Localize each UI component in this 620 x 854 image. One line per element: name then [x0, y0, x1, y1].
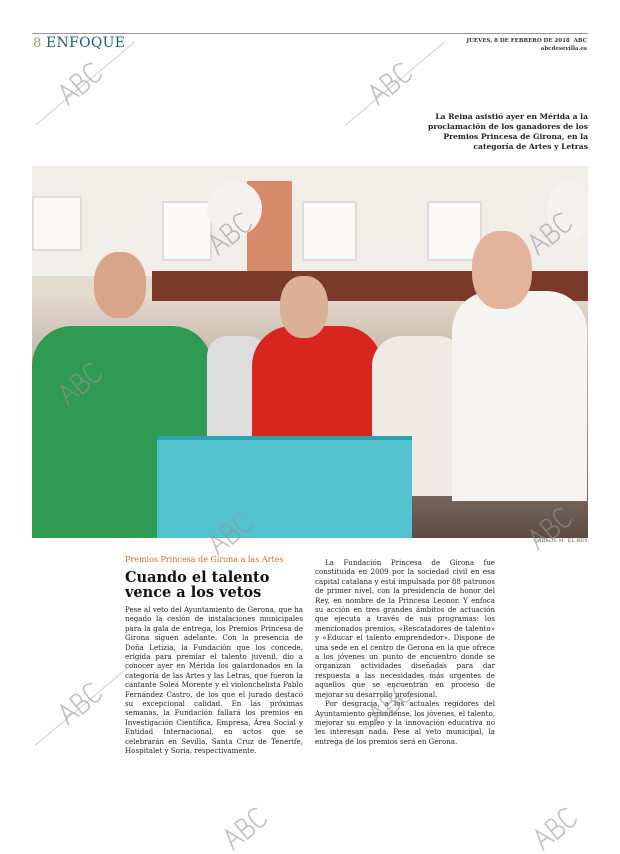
- brand: ABC: [573, 38, 587, 44]
- article-column-1: [125, 605, 303, 756]
- photo-window: [302, 201, 357, 261]
- article-paragraph: La Fundación Princesa de Girona fue constituida en 2009 por la sociedad civil en esa capital catalana y está impulsada por 88 patronos de primer nivel, con la presidencia de honor del Rey, en nombre de la Princesa Leonor. Y enfoca su acción en tres grandes ámbitos de actuación que ejecuta a través de sus programas: los mencionados premios, «Rescatadores de talento» y «Educar el talento emprendedor». Dispone de una sede en el centro de Gerona en la que ofrece a los jóvenes un punto de encuentro donde se organizan actividades diseñadas para dar respuesta a las necesidades más urgentes de aquellos que se encuentran en proceso de mejorar su desarrollo profesional.: [315, 558, 495, 699]
- section-title: ENFOQUE: [46, 35, 126, 51]
- photo-queen-white-jacket: [452, 291, 587, 501]
- abc-watermark-icon: [52, 677, 107, 729]
- article-paragraph: Pese al veto del Ayuntamiento de Gerona, que ha negado la cesión de instalaciones municipales para la gala de entrega, los Premios Princesa de Girona siguen adelante. Con la presencia de Doña Letizia, la Fundación que los concede, erigida para premiar el talento juvenil, dio a conocer ayer en Mérida los galardonados en la categoría de las Artes y las Letras, que fueron la cantante Soleá Morente y el violonchelista Pablo Fernández Castro, de los que el jurado destacó su excepcional calidad. En las próximas semanas, la Fundación fallará los premios en Investigación Científica, Empresa, Área Social y Entidad Internacional, en actos que se celebrarán en Sevilla, Santa Cruz de Tenerife, Hospitalet y Soria, respectivamente.: [125, 605, 303, 756]
- photo-face: [94, 252, 146, 318]
- page-number: 8: [33, 36, 42, 51]
- article-kicker: Premios Princesa de Girona a las Artes: [125, 555, 284, 564]
- watermark-line: [35, 662, 135, 746]
- photo-face: [472, 231, 532, 309]
- article-headline: Cuando el talento vence a los vetos: [125, 569, 270, 601]
- news-photo: [32, 166, 588, 538]
- watermark-logo: [52, 677, 107, 729]
- photo-balloon: [207, 181, 262, 236]
- date: JUEVES, 8 DE FEBRERO DE 2018: [466, 38, 570, 44]
- watermark-line: [35, 42, 135, 126]
- header-rule: [32, 33, 588, 34]
- abc-watermark-icon: [527, 802, 582, 854]
- article-paragraph: Por desgracia, a los actuales regidores del Ayuntamiento gerundense, los jóvenes, el talento, mejorar su empleo y la innovación educativa no les interesan nada. Pese al veto municipal, la entrega de los premios será en Gerona.: [315, 699, 495, 746]
- watermark-logo: [362, 57, 417, 109]
- abc-watermark-icon: [217, 802, 272, 854]
- article-column-2: [315, 558, 495, 746]
- photo-woman-red: [252, 326, 382, 446]
- photo-window: [162, 201, 212, 261]
- abc-watermark-icon: [52, 57, 107, 109]
- abc-watermark-icon: [362, 57, 417, 109]
- watermark-logo: [217, 802, 272, 854]
- photo-ballot-box: [157, 436, 412, 538]
- website: abcdesevilla.es: [540, 46, 587, 52]
- watermark-logo: [527, 802, 582, 854]
- photo-balloon: [547, 181, 588, 241]
- photo-window: [32, 196, 82, 251]
- watermark-logo: [52, 57, 107, 109]
- dateline: [467, 37, 588, 53]
- photo-face: [280, 276, 328, 338]
- photo-caption: La Reina asistió ayer en Mérida a la proclamación de los ganadores de los Premios Princesa de Girona, en la categoría de Artes y Letras: [428, 112, 588, 151]
- photo-credit: CARLOS M. EL REY: [534, 539, 588, 544]
